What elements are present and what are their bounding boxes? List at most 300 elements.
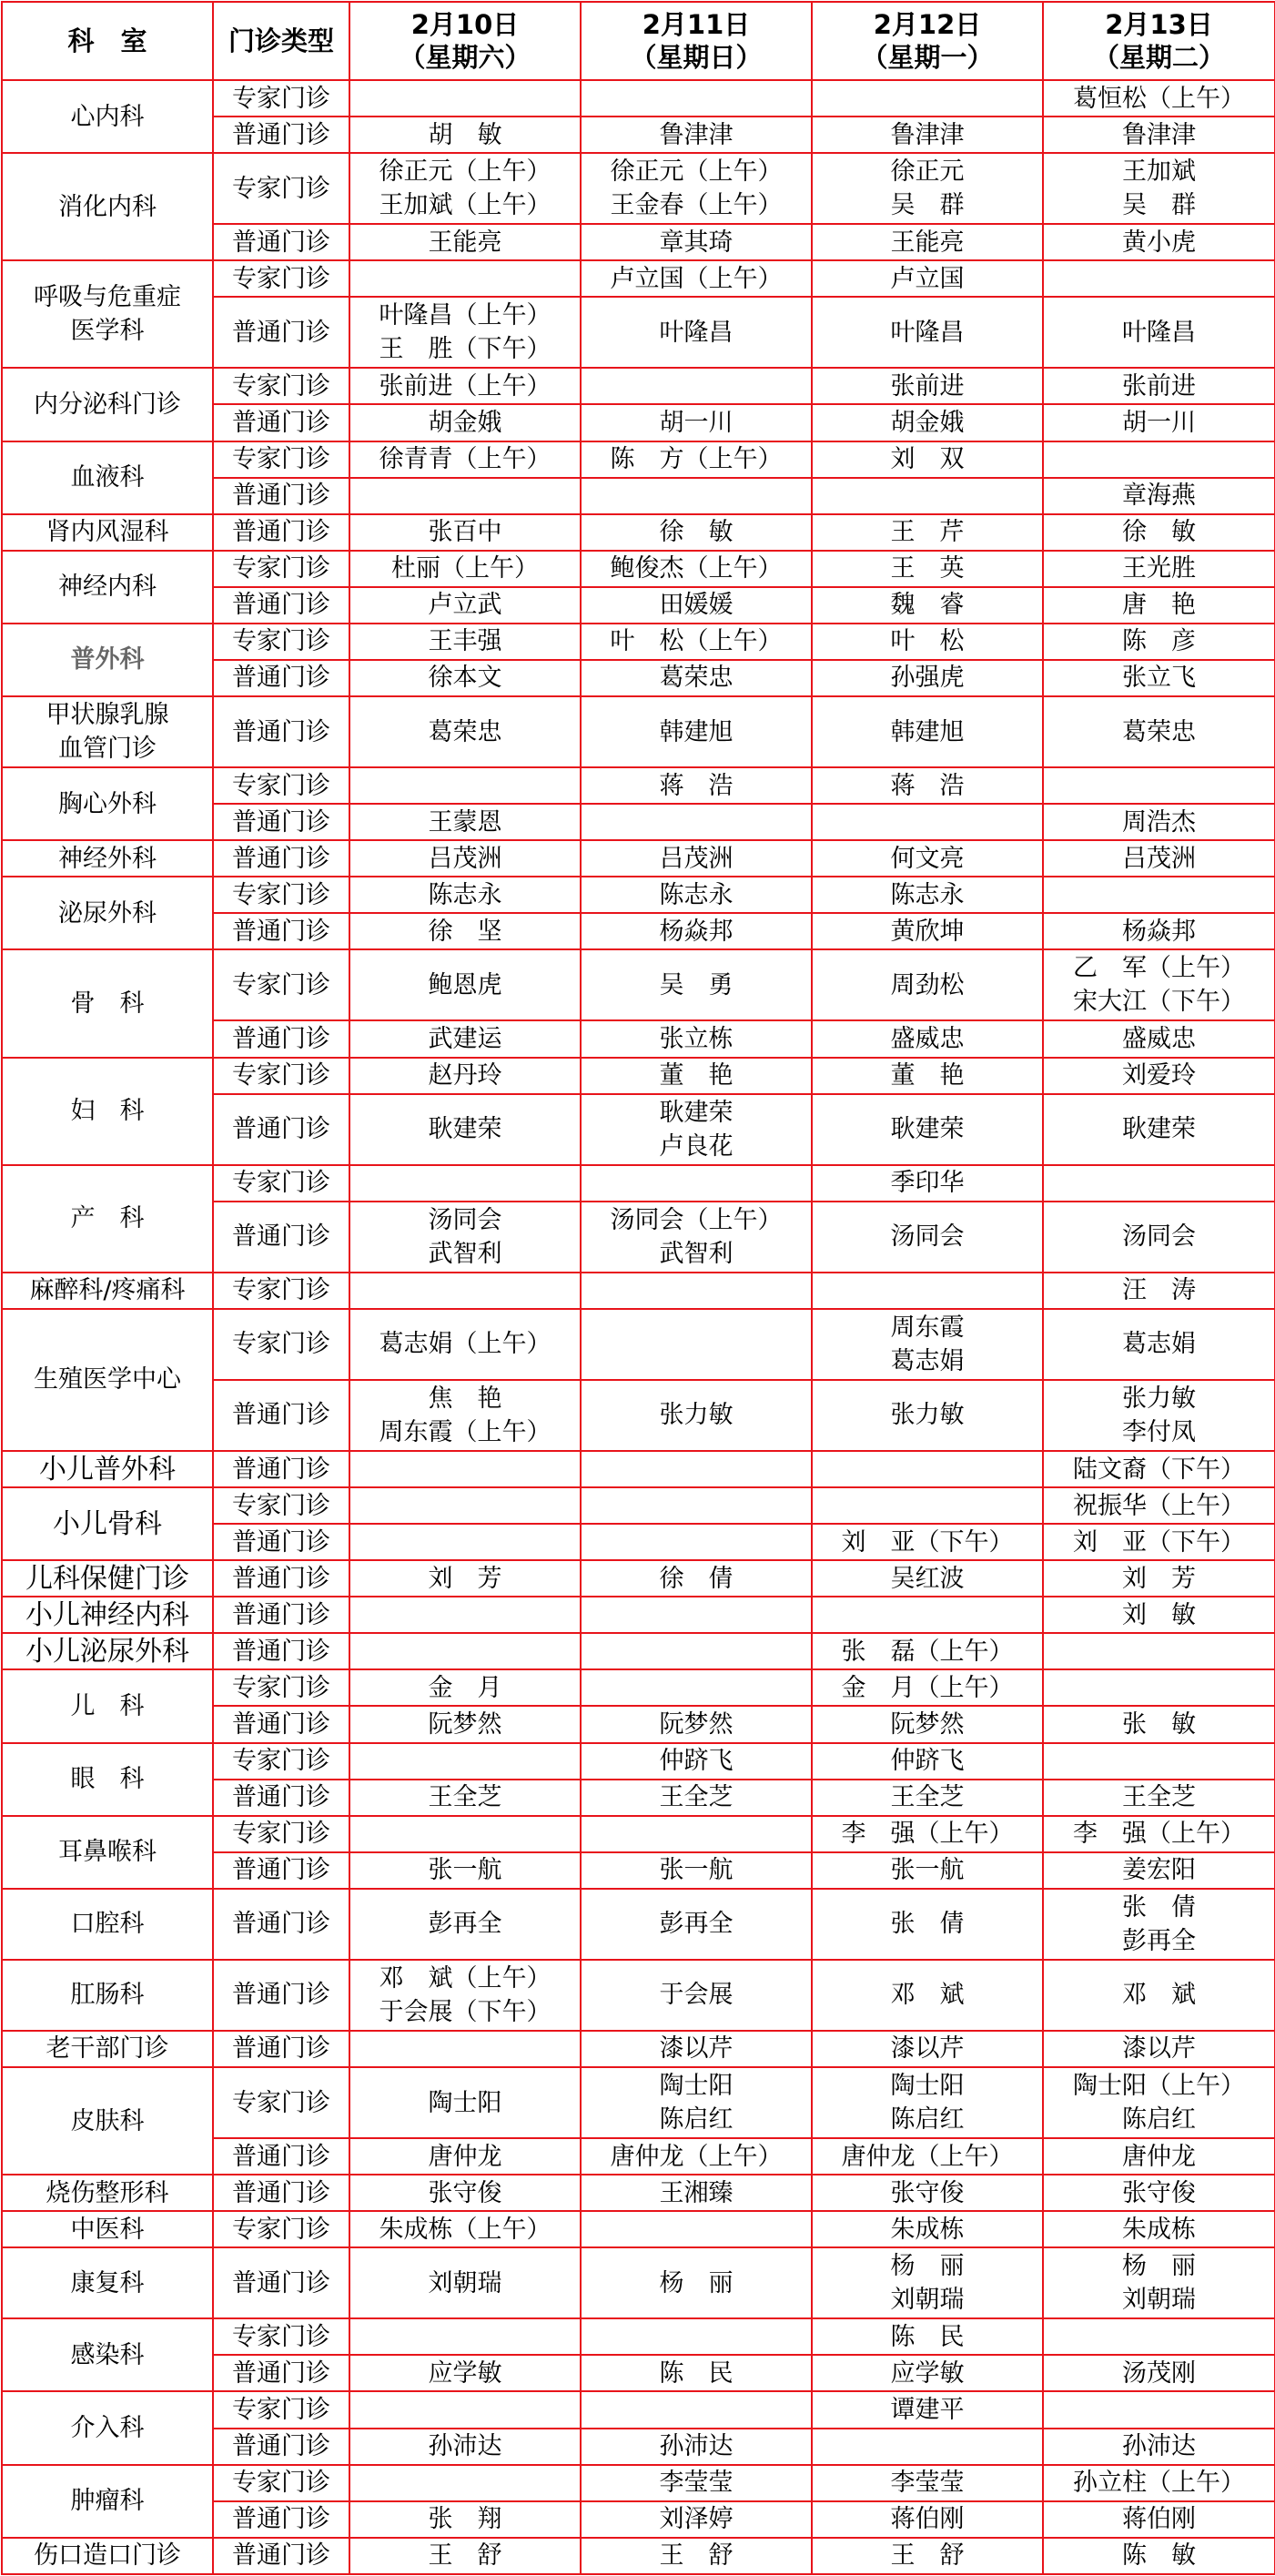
doctor-cell	[812, 2391, 1043, 2428]
doctor-cell	[812, 1743, 1043, 1780]
doctor-name: 刘 芳	[428, 1564, 502, 1593]
doctor-name: 金 月	[428, 1673, 502, 1702]
doctor-cell	[349, 1780, 581, 1816]
doctor-name: 吴 群	[1122, 191, 1196, 220]
doctor-name: 张立栋	[659, 1024, 734, 1053]
doctor-name: 叶隆昌	[890, 318, 965, 347]
doctor-name: 陈志永	[428, 880, 502, 909]
doctor-name: 吕茂洲	[1122, 844, 1196, 873]
table-row	[2, 80, 1275, 117]
clinic-type: 普通门诊	[213, 1597, 349, 1633]
clinic-type: 普通门诊	[213, 224, 349, 260]
doctor-cell	[812, 1960, 1043, 2031]
doctor-cell	[812, 2429, 1043, 2465]
doctor-cell	[1043, 2031, 1275, 2067]
doctor-cell	[581, 767, 812, 804]
department-name: 骨 科	[2, 949, 213, 1057]
clinic-type: 普通门诊	[213, 1706, 349, 1742]
doctor-cell	[1043, 117, 1275, 153]
doctor-cell	[1043, 1706, 1275, 1742]
doctor-cell	[812, 913, 1043, 949]
doctor-name: 胡金娥	[890, 409, 965, 437]
doctor-cell	[349, 767, 581, 804]
table-row	[2, 2391, 1275, 2428]
doctor-name: 仲跻飞	[659, 1747, 734, 1776]
doctor-cell	[1043, 297, 1275, 368]
table-row	[2, 2175, 1275, 2211]
doctor-cell	[349, 2501, 581, 2538]
clinic-type: 普通门诊	[213, 297, 349, 368]
doctor-cell	[581, 1309, 812, 1380]
doctor-name: 张立飞	[1122, 664, 1196, 693]
doctor-cell	[812, 1889, 1043, 1960]
department-name: 妇 科	[2, 1058, 213, 1165]
doctor-name: 周东霞（上午）	[379, 1417, 551, 1446]
doctor-name: 章海燕	[1122, 482, 1196, 511]
doctor-cell	[349, 404, 581, 441]
clinic-type: 专家门诊	[213, 1816, 349, 1852]
doctor-name: 盛威忠	[890, 1024, 965, 1053]
doctor-name: 汤同会（上午）	[610, 1205, 783, 1234]
doctor-name: 田媛媛	[659, 591, 734, 620]
doctor-cell	[349, 1960, 581, 2031]
doctor-name: 陈启红	[659, 2105, 734, 2134]
doctor-cell	[812, 224, 1043, 260]
department-name: 老干部门诊	[2, 2031, 213, 2067]
clinic-type: 普通门诊	[213, 1094, 349, 1165]
doctor-name: 叶 松（上午）	[610, 627, 783, 656]
clinic-type: 专家门诊	[213, 877, 349, 913]
doctor-name: 唐仲龙（上午）	[841, 2142, 1014, 2171]
doctor-cell	[1043, 1597, 1275, 1633]
table-row	[2, 1309, 1275, 1380]
doctor-name: 黄欣坤	[890, 917, 965, 946]
doctor-name: 鲁津津	[659, 120, 734, 149]
doctor-name: 李莹莹	[659, 2469, 734, 2498]
doctor-name: 刘爱玲	[1122, 1061, 1196, 1090]
table-row	[2, 624, 1275, 660]
doctor-cell	[349, 1524, 581, 1560]
doctor-name: 漆以芹	[890, 2034, 965, 2064]
department-name: 肾内风湿科	[2, 514, 213, 551]
clinic-type: 普通门诊	[213, 2138, 349, 2175]
doctor-name: 卢立国	[890, 264, 965, 293]
doctor-cell	[349, 877, 581, 913]
doctor-cell	[812, 551, 1043, 587]
doctor-cell	[349, 1020, 581, 1057]
doctor-name: 彭再全	[659, 1910, 734, 1939]
doctor-cell	[1043, 624, 1275, 660]
clinic-type: 专家门诊	[213, 624, 349, 660]
doctor-cell	[349, 117, 581, 153]
doctor-name: 吕茂洲	[428, 844, 502, 873]
doctor-name: 阮梦然	[659, 1709, 734, 1739]
doctor-cell	[1043, 949, 1275, 1020]
doctor-cell	[581, 660, 812, 696]
doctor-name: 王能亮	[890, 228, 965, 257]
doctor-cell	[581, 2211, 812, 2247]
doctor-cell	[349, 1451, 581, 1487]
clinic-type: 普通门诊	[213, 2355, 349, 2391]
doctor-name: 葛志娟	[1122, 1330, 1196, 1359]
department-name: 肿瘤科	[2, 2465, 213, 2538]
doctor-name: 王湘臻	[659, 2178, 734, 2207]
doctor-cell	[812, 1816, 1043, 1852]
table-row	[2, 1960, 1275, 2031]
clinic-type: 普通门诊	[213, 587, 349, 624]
doctor-name: 刘 双	[890, 445, 965, 474]
doctor-cell	[812, 1202, 1043, 1273]
table-row	[2, 368, 1275, 404]
doctor-cell	[581, 1706, 812, 1742]
clinic-type: 专家门诊	[213, 2318, 349, 2355]
doctor-cell	[1043, 1309, 1275, 1380]
doctor-name: 邓 斌（上午）	[379, 1963, 551, 1993]
doctor-cell	[1043, 1165, 1275, 1202]
department-name: 小儿泌尿外科	[2, 1633, 213, 1669]
table-row	[2, 2465, 1275, 2501]
doctor-name: 张一航	[890, 1856, 965, 1885]
doctor-name: 陆文裔（下午）	[1073, 1455, 1245, 1484]
doctor-name: 王 胜（下午）	[379, 335, 551, 364]
doctor-name: 王加斌（上午）	[379, 191, 551, 220]
doctor-name: 孙沛达	[1122, 2432, 1196, 2461]
doctor-name: 汪 涛	[1122, 1276, 1196, 1305]
department-name: 血液科	[2, 441, 213, 514]
doctor-cell	[812, 1597, 1043, 1633]
doctor-name: 吴红波	[890, 1564, 965, 1593]
doctor-name: 唐 艳	[1122, 591, 1196, 620]
doctor-name: 徐正元	[890, 157, 965, 187]
doctor-cell	[349, 2211, 581, 2247]
doctor-cell	[812, 153, 1043, 224]
doctor-cell	[581, 514, 812, 551]
doctor-name: 杨 丽	[890, 2252, 965, 2281]
doctor-name: 蒋伯刚	[890, 2505, 965, 2534]
doctor-name: 王 舒	[890, 2541, 965, 2571]
doctor-name: 张守俊	[890, 2178, 965, 2207]
clinic-type: 普通门诊	[213, 404, 349, 441]
doctor-cell	[581, 949, 812, 1020]
doctor-cell	[581, 913, 812, 949]
doctor-cell	[1043, 478, 1275, 514]
doctor-name: 葛荣忠	[659, 664, 734, 693]
doctor-cell	[581, 1524, 812, 1560]
doctor-name: 仲跻飞	[890, 1747, 965, 1776]
doctor-name: 徐本文	[428, 664, 502, 693]
doctor-name: 徐正元（上午）	[610, 157, 783, 187]
header-type: 门诊类型	[213, 2, 349, 80]
table-row	[2, 1669, 1275, 1706]
doctor-cell	[1043, 2465, 1275, 2501]
clinic-type: 专家门诊	[213, 441, 349, 478]
clinic-type: 普通门诊	[213, 117, 349, 153]
doctor-cell	[1043, 2318, 1275, 2355]
doctor-cell	[581, 1560, 812, 1597]
doctor-cell	[812, 1852, 1043, 1889]
table-row	[2, 2538, 1275, 2574]
doctor-name: 汤同会	[428, 1205, 502, 1234]
doctor-name: 陈 民	[890, 2322, 965, 2351]
doctor-cell	[1043, 1669, 1275, 1706]
clinic-type: 普通门诊	[213, 660, 349, 696]
department-name: 小儿神经内科	[2, 1597, 213, 1633]
doctor-cell	[349, 624, 581, 660]
doctor-cell	[812, 1451, 1043, 1487]
doctor-name: 张 倩	[1122, 1892, 1196, 1922]
clinic-type: 普通门诊	[213, 478, 349, 514]
doctor-cell	[1043, 2211, 1275, 2247]
table-row	[2, 1058, 1275, 1094]
clinic-type: 专家门诊	[213, 2067, 349, 2138]
doctor-name: 朱成栋	[1122, 2215, 1196, 2244]
doctor-name: 吴 群	[890, 191, 965, 220]
doctor-cell	[1043, 1743, 1275, 1780]
doctor-cell	[1043, 804, 1275, 840]
doctor-cell	[349, 1487, 581, 1524]
doctor-cell	[349, 2429, 581, 2465]
clinic-type: 普通门诊	[213, 1202, 349, 1273]
doctor-cell	[1043, 224, 1275, 260]
doctor-cell	[812, 2175, 1043, 2211]
doctor-cell	[812, 767, 1043, 804]
doctor-cell	[1043, 1524, 1275, 1560]
doctor-name: 李 强（上午）	[1073, 1820, 1245, 1849]
clinic-type: 普通门诊	[213, 1020, 349, 1057]
doctor-name: 何文亮	[890, 844, 965, 873]
doctor-name: 陈 方（上午）	[610, 445, 783, 474]
doctor-name: 朱成栋（上午）	[379, 2215, 551, 2244]
table-row	[2, 2031, 1275, 2067]
doctor-name: 邓 斌	[890, 1981, 965, 2010]
clinic-type: 专家门诊	[213, 153, 349, 224]
doctor-cell	[349, 1273, 581, 1309]
doctor-name: 徐正元（上午）	[379, 157, 551, 187]
table-row	[2, 441, 1275, 478]
doctor-name: 王光胜	[1122, 554, 1196, 583]
doctor-cell	[581, 2067, 812, 2138]
doctor-name: 王全芝	[428, 1783, 502, 1812]
department-name: 烧伤整形科	[2, 2175, 213, 2211]
doctor-cell	[812, 2247, 1043, 2318]
doctor-cell	[1043, 696, 1275, 767]
doctor-cell	[1043, 877, 1275, 913]
doctor-name: 徐 坚	[428, 917, 502, 946]
table-row	[2, 1487, 1275, 1524]
doctor-cell	[1043, 1094, 1275, 1165]
table-row	[2, 551, 1275, 587]
doctor-name: 周东霞	[890, 1313, 965, 1342]
doctor-cell	[812, 624, 1043, 660]
table-row	[2, 1560, 1275, 1597]
table-row	[2, 1816, 1275, 1852]
doctor-name: 朱成栋	[890, 2215, 965, 2244]
doctor-cell	[812, 1094, 1043, 1165]
table-row	[2, 1597, 1275, 1633]
clinic-type: 普通门诊	[213, 840, 349, 877]
doctor-cell	[1043, 1020, 1275, 1057]
department-name: 泌尿外科	[2, 877, 213, 949]
doctor-cell	[1043, 2391, 1275, 2428]
doctor-cell	[1043, 2175, 1275, 2211]
doctor-name: 耿建荣	[890, 1115, 965, 1144]
doctor-cell	[581, 2429, 812, 2465]
doctor-cell	[349, 1633, 581, 1669]
doctor-cell	[812, 2501, 1043, 2538]
doctor-cell	[349, 1669, 581, 1706]
doctor-name: 王金春（上午）	[610, 191, 783, 220]
schedule-body	[2, 80, 1275, 2574]
table-row	[2, 840, 1275, 877]
clinic-type: 普通门诊	[213, 514, 349, 551]
department-name: 消化内科	[2, 153, 213, 260]
doctor-name: 陈志永	[659, 880, 734, 909]
doctor-name: 葛志娟	[890, 1346, 965, 1375]
department-name: 眼 科	[2, 1743, 213, 1816]
doctor-name: 张 磊（上午）	[841, 1637, 1014, 1666]
doctor-cell	[349, 949, 581, 1020]
doctor-cell	[581, 1889, 812, 1960]
doctor-name: 王能亮	[428, 228, 502, 257]
doctor-name: 孙强虎	[890, 664, 965, 693]
doctor-name: 孙沛达	[659, 2432, 734, 2461]
doctor-cell	[812, 2355, 1043, 2391]
doctor-cell	[581, 2465, 812, 2501]
doctor-name: 王 英	[890, 554, 965, 583]
doctor-cell	[581, 2247, 812, 2318]
doctor-cell	[1043, 2355, 1275, 2391]
doctor-cell	[581, 1451, 812, 1487]
doctor-cell	[1043, 1451, 1275, 1487]
doctor-cell	[349, 2391, 581, 2428]
doctor-cell	[581, 224, 812, 260]
doctor-name: 孙沛达	[428, 2432, 502, 2461]
doctor-name: 刘朝瑞	[1122, 2286, 1196, 2315]
doctor-name: 姜宏阳	[1122, 1856, 1196, 1885]
doctor-name: 陶士阳	[659, 2072, 734, 2100]
doctor-cell	[349, 1889, 581, 1960]
doctor-name: 季印华	[890, 1169, 965, 1198]
doctor-cell	[349, 441, 581, 478]
doctor-name: 张百中	[428, 518, 502, 547]
clinic-type: 普通门诊	[213, 2501, 349, 2538]
table-row	[2, 2211, 1275, 2247]
doctor-name: 刘 敏	[1122, 1600, 1196, 1629]
doctor-cell	[581, 1202, 812, 1273]
doctor-cell	[581, 2355, 812, 2391]
department-name: 伤口造口门诊	[2, 2538, 213, 2574]
doctor-name: 赵丹玲	[428, 1061, 502, 1090]
doctor-name: 彭再全	[1122, 1926, 1196, 1955]
doctor-cell	[581, 1960, 812, 2031]
doctor-cell	[581, 1633, 812, 1669]
clinic-type: 普通门诊	[213, 2175, 349, 2211]
doctor-cell	[1043, 1202, 1275, 1273]
doctor-cell	[581, 2138, 812, 2175]
doctor-cell	[349, 478, 581, 514]
doctor-cell	[812, 2031, 1043, 2067]
doctor-cell	[812, 80, 1043, 117]
header-day-4: 2月13日 （星期二）	[1043, 2, 1275, 80]
doctor-name: 王蒙恩	[428, 807, 502, 837]
clinic-type: 专家门诊	[213, 1273, 349, 1309]
doctor-cell	[349, 1597, 581, 1633]
doctor-name: 卢良花	[659, 1131, 734, 1161]
doctor-cell	[581, 80, 812, 117]
doctor-cell	[581, 1165, 812, 1202]
doctor-name: 应学敏	[428, 2358, 502, 2388]
doctor-cell	[1043, 551, 1275, 587]
table-row	[2, 2318, 1275, 2355]
department-name: 中医科	[2, 2211, 213, 2247]
doctor-cell	[812, 514, 1043, 551]
doctor-name: 陶士阳	[428, 2088, 502, 2117]
doctor-name: 张前进	[1122, 371, 1196, 401]
doctor-cell	[581, 1487, 812, 1524]
clinic-type: 专家门诊	[213, 1743, 349, 1780]
doctor-name: 汤同会	[1122, 1222, 1196, 1252]
clinic-type: 普通门诊	[213, 804, 349, 840]
doctor-name: 杨 丽	[1122, 2252, 1196, 2281]
doctor-cell	[1043, 1889, 1275, 1960]
doctor-name: 汤茂刚	[1122, 2358, 1196, 2388]
doctor-cell	[812, 297, 1043, 368]
doctor-name: 乙 军（上午）	[1073, 954, 1245, 983]
doctor-cell	[1043, 660, 1275, 696]
department-name: 心内科	[2, 80, 213, 153]
header-day-1: 2月10日 （星期六）	[349, 2, 581, 80]
doctor-cell	[1043, 404, 1275, 441]
clinic-type: 专家门诊	[213, 1058, 349, 1094]
doctor-cell	[581, 478, 812, 514]
doctor-cell	[812, 441, 1043, 478]
doctor-cell	[581, 1816, 812, 1852]
doctor-name: 卢立国（上午）	[610, 264, 783, 293]
doctor-name: 胡一川	[1122, 409, 1196, 437]
doctor-name: 孙立柱（上午）	[1073, 2469, 1245, 2498]
doctor-cell	[812, 2465, 1043, 2501]
doctor-cell	[812, 2211, 1043, 2247]
doctor-cell	[812, 404, 1043, 441]
clinic-type: 专家门诊	[213, 1487, 349, 1524]
doctor-name: 陶士阳（上午）	[1073, 2072, 1245, 2100]
doctor-cell	[349, 2538, 581, 2574]
doctor-name: 焦 艳	[428, 1384, 502, 1413]
doctor-name: 杨焱邦	[1122, 917, 1196, 946]
doctor-cell	[349, 260, 581, 297]
doctor-cell	[1043, 1633, 1275, 1669]
doctor-name: 吴 勇	[659, 970, 734, 999]
doctor-cell	[349, 2318, 581, 2355]
department-name: 麻醉科/疼痛科	[2, 1273, 213, 1309]
doctor-name: 祝振华（上午）	[1073, 1491, 1245, 1520]
doctor-cell	[581, 1020, 812, 1057]
doctor-name: 金 月（上午）	[841, 1673, 1014, 1702]
doctor-name: 鲁津津	[890, 120, 965, 149]
doctor-cell	[581, 1669, 812, 1706]
doctor-name: 漆以芹	[659, 2034, 734, 2064]
doctor-name: 徐青青（上午）	[379, 445, 551, 474]
doctor-cell	[812, 2538, 1043, 2574]
clinic-type: 普通门诊	[213, 2031, 349, 2067]
doctor-name: 陈 彦	[1122, 627, 1196, 656]
doctor-name: 徐 敏	[659, 518, 734, 547]
doctor-name: 耿建荣	[659, 1098, 734, 1127]
doctor-name: 王丰强	[428, 627, 502, 656]
doctor-name: 漆以芹	[1122, 2034, 1196, 2064]
doctor-name: 刘泽婷	[659, 2505, 734, 2534]
doctor-name: 徐 敏	[1122, 518, 1196, 547]
